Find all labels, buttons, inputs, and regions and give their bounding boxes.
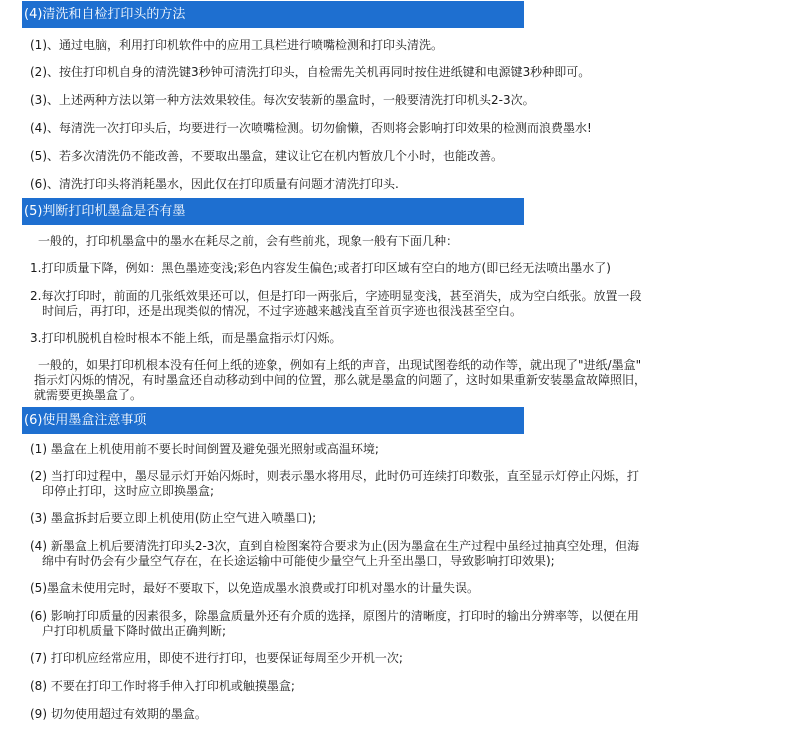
section-4-header: (4)清洗和自检打印头的方法 xyxy=(22,1,524,28)
s5-conclusion-line-3: 就需要更换墨盒了。 xyxy=(34,388,143,402)
s6-note-2-line-1: (2) 当打印过程中，墨尽显示灯开始闪烁时，则表示墨水将用尽，此时仍可连续打印数张，直至显示灯停止闪烁，打 xyxy=(30,469,639,483)
s6-note-1: (1) 墨盒在上机使用前不要长时间倒置及避免强光照射或高温环境; xyxy=(30,442,379,456)
s5-conclusion-line-2: 指示灯闪烁的情况，有时墨盒还自动移动到中间的位置，那么就是墨盒的问题了，这时如果重新安装墨盒故障照旧， xyxy=(34,373,647,387)
s6-note-3: (3) 墨盒拆封后要立即上机使用(防止空气进入喷墨口); xyxy=(30,511,317,525)
s4-item-3: (3)、上述两种方法以第一种方法效果较佳。每次安装新的墨盒时，一般要清洗打印机头2-3次。 xyxy=(30,93,535,107)
s4-item-5: (5)、若多次清洗仍不能改善，不要取出墨盒，建议让它在机内暂放几个小时，也能改善。 xyxy=(30,149,504,163)
s6-note-5: (5)墨盒未使用完时，最好不要取下，以免造成墨水浪费或打印机对墨水的计量失误。 xyxy=(30,581,480,595)
s6-note-7: (7) 打印机应经常应用，即使不进行打印，也要保证每周至少开机一次; xyxy=(30,651,403,665)
section-6-header: (6)使用墨盒注意事项 xyxy=(22,407,524,434)
s5-point-2-line-2: 时间后，再打印，还是出现类似的情况，不过字迹越来越浅直至首页字迹也很浅甚至空白。 xyxy=(42,304,523,318)
s5-conclusion-line-1: 一般的，如果打印机根本没有任何上纸的迹象，例如有上纸的声音，出现试图卷纸的动作等，就出现了"进纸/墨盒" xyxy=(38,358,642,372)
section-5-header: (5)判断打印机墨盒是否有墨 xyxy=(22,198,524,225)
s5-point-2-line-1: 2.每次打印时，前面的几张纸效果还可以，但是打印一两张后，字迹明显变浅，甚至消失，成为空白纸张。放置一段 xyxy=(30,289,642,303)
s4-item-1: (1)、通过电脑，利用打印机软件中的应用工具栏进行喷嘴检测和打印头清洗。 xyxy=(30,38,444,52)
s6-note-2-line-2: 印停止打印，这时应立即换墨盒; xyxy=(42,484,215,498)
s4-item-6: (6)、清洗打印头将消耗墨水，因此仅在打印质量有问题才清洗打印头. xyxy=(30,177,399,191)
s6-note-9: (9) 切勿使用超过有效期的墨盒。 xyxy=(30,707,207,721)
s5-point-1: 1.打印质量下降，例如：黑色墨迹变浅;彩色内容发生偏色;或者打印区域有空白的地方(即已经无法喷出墨水了) xyxy=(30,261,611,275)
s6-note-8: (8) 不要在打印工作时将手伸入打印机或触摸墨盒; xyxy=(30,679,295,693)
s6-note-6-line-2: 户打印机质量下降时做出正确判断; xyxy=(42,624,227,638)
s6-note-6-line-1: (6) 影响打印质量的因素很多，除墨盒质量外还有介质的选择，原图片的清晰度，打印时的输出分辨率等，以便在用 xyxy=(30,609,639,623)
s5-intro: 一般的，打印机墨盒中的墨水在耗尽之前，会有些前兆，现象一般有下面几种： xyxy=(38,234,459,248)
s6-note-4-line-1: (4) 新墨盒上机后要清洗打印头2-3次，直到自检图案符合要求为止(因为墨盒在生产过程中虽经过抽真空处理，但海 xyxy=(30,539,640,553)
s6-note-4-line-2: 绵中有时仍会有少量空气存在，在长途运输中可能使少量空气上升至出墨口，导致影响打印效果); xyxy=(42,554,555,568)
s4-item-4: (4)、每清洗一次打印头后，均要进行一次喷嘴检测。切勿偷懒，否则将会影响打印效果的检测而浪费墨水! xyxy=(30,121,592,135)
s4-item-2: (2)、按住打印机自身的清洗键3秒钟可清洗打印头，自检需先关机再同时按住进纸键和电源键3秒种即可。 xyxy=(30,65,591,79)
s5-point-3: 3.打印机脱机自检时根本不能上纸，而是墨盒指示灯闪烁。 xyxy=(30,331,342,345)
